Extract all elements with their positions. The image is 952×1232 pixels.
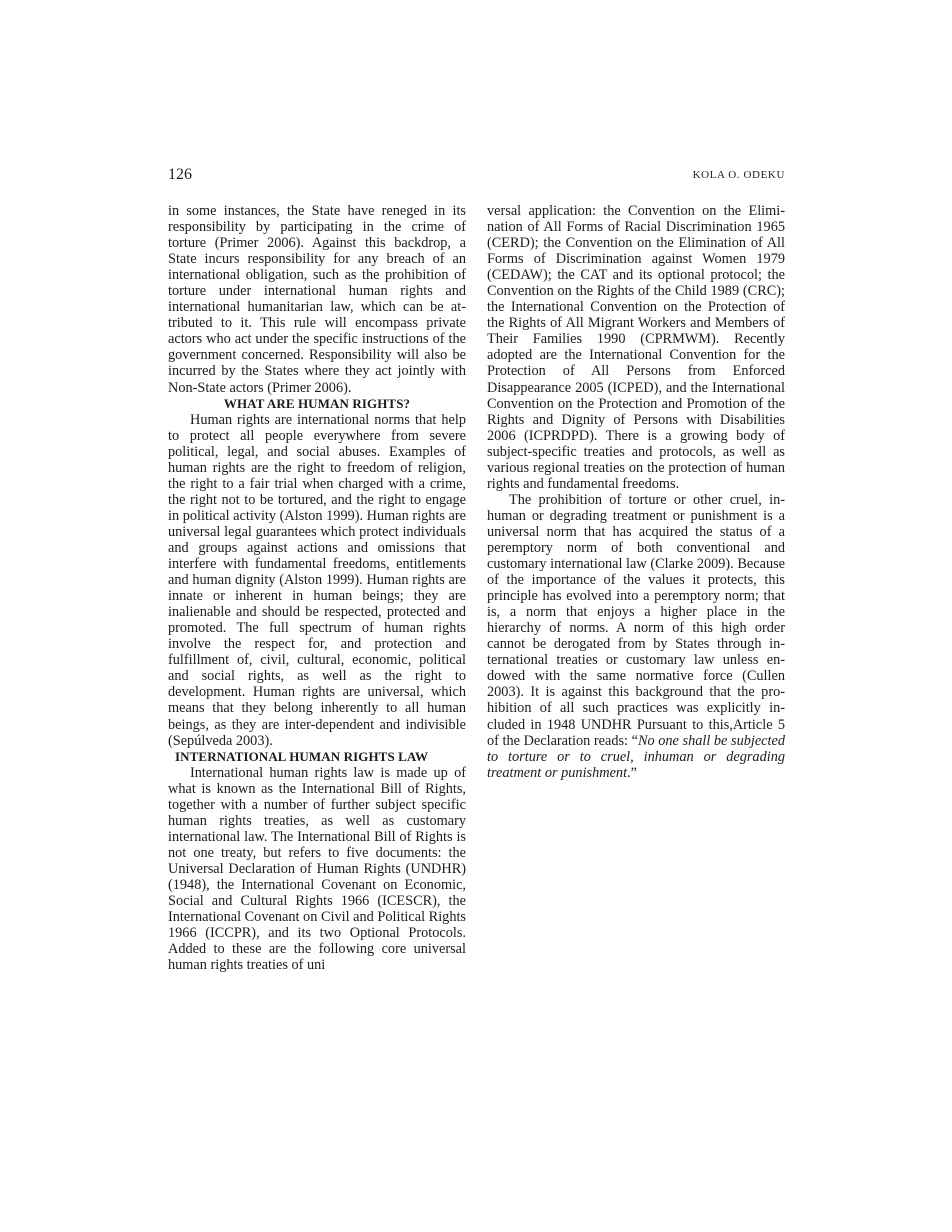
running-head-author: KOLA O. ODEKU <box>692 169 785 181</box>
right-column <box>487 203 785 781</box>
paragraph-treaties-continued: versal application: the Convention on the Elimination of All Forms of Racial Discrimination 1965 (CERD); the Convention on the Elimination of All Forms of Discrimination against Women 1979 (CEDAW); the CAT and its optional protocol; the Convention on the Rights of the Child 1989 (CRC); the International Convention on the Protection of the Rights of All Migrant Workers and Members of Their Families 1990 (CPRMWM). Recently adopted are the International Convention for the Protection of All Persons from Enforced Disappearance 2005 (ICPED), and the International Convention on the Protection and Promotion of the Rights and Dignity of Persons with Disabilities 2006 (ICPRDPD). There is a growing body of subject-specific treaties and protocols, as well as various regional treaties on the protection of human rights and fundamental freedoms. <box>487 203 785 492</box>
paragraph-international-law: International human rights law is made up of what is known as the International Bill of Rights, together with a number of further subject specific human rights treaties, as well as customary international law. The International Bill of Rights is not one treaty, but refers to five documents: the Universal Declaration of Human Rights (UNDHR) (1948), the International Covenant on Economic, Social and Cultural Rights 1966 (ICESCR), the International Covenant on Civil and Political Rights 1966 (ICCPR), and its two Optional Protocols. Added to these are the following core universal human rights treaties of uni <box>168 764 466 974</box>
section-heading-international-law: INTERNATIONAL HUMAN RIGHTS LAW <box>175 748 429 764</box>
paragraph-state-responsibility: in some instances, the State have reneged in its responsibility by participating in the crime of torture (Primer 2006). Against this backdrop, a State incurs responsibility for any breach of an international obligation, such as the prohibition of torture under international human rights and international humanitarian law, which can be attributed to it. This rule will encompass private actors who act under the specific instructions of the government concerned. Responsibility will also be incurred by the States where they act jointly with Non-State actors (Primer 2006). <box>168 203 466 396</box>
section-heading-human-rights: WHAT ARE HUMAN RIGHTS? <box>223 395 411 411</box>
paragraph-human-rights-definition: Human rights are international norms that help to protect all people everywhere from severe political, legal, and social abuses. Examples of human rights are the right to freedom of religion, the right to a fair trial when charged with a crime, the right not to be tortured, and the right to engage in political activity (Alston 1999). Human rights are universal legal guarantees which protect individuals and groups against actions and omissions that interfere with fundamental freedoms, entitlements and human dignity (Alston 1999). Human rights are innate or inherent in human beings; they are inalienable and should be respected, protected and promoted. The full spectrum of human rights involve the respect for, and protection and fulfillment of, civil, cultural, economic, political and social rights, as well as the right to development. Human rights are universal, which means that they belong inherently to all human beings, as they are inter-dependent and indivisible (Sepúlveda 2003). <box>168 411 466 749</box>
quote-close: .” <box>627 764 637 781</box>
page-number: 126 <box>168 166 192 183</box>
article-5-quote: No one shall be subjected to torture or to cruel, inhuman or degrading treatment or punishment <box>487 732 785 781</box>
left-column <box>168 203 466 973</box>
prohibition-text: The prohibition of torture or other cruel, inhuman or degrading treatment or punishment is a universal norm that has acquired the status of a peremptory norm of both conventional and customary international law (Clarke 2009). Because of the importance of the values it protects, this principle has evolved into a peremptory norm; that is, a norm that enjoys a higher place in the hierarchy of norms. A norm of this high order cannot be derogated from by States through international treaties or customary law unless endowed with the same normative force (Cullen 2003). It is against this background that the prohibition of all such practices was explicitly included in 1948 UNDHR Pursuant to this,Article 5 of the Declaration reads: “ <box>487 491 785 749</box>
paragraph-prohibition-of-torture <box>487 492 785 781</box>
page-header <box>168 166 785 186</box>
